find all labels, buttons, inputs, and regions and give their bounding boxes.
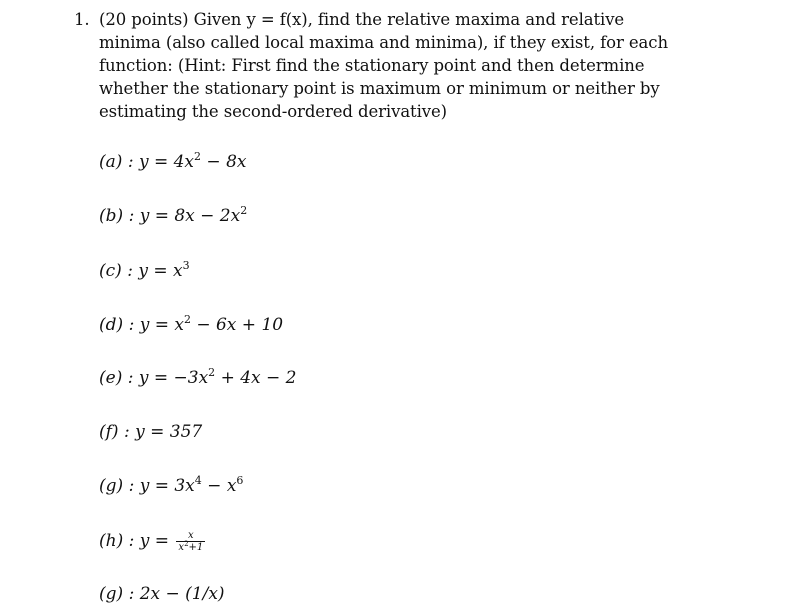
- problem-line-5: estimating the second-ordered derivative): [99, 102, 447, 121]
- item-d: (d) : $y = x^2 - 6x + 10$: [99, 313, 284, 335]
- problem-line-2: minima (also called local maxima and minima), if they exist, for each: [99, 33, 668, 52]
- item-g-second: (g) : 2x − (1/x): [99, 584, 225, 604]
- item-f: (f) : y = 357: [99, 422, 203, 442]
- item-e: (e) : $y = -3x^2 + 4x - 2$: [99, 366, 297, 388]
- fraction: $\frac{x}{x^2+1}$: [178, 530, 204, 553]
- item-g: (g) : $y = 3x^4 - x^6$: [99, 474, 244, 496]
- problem-line-3: function: (Hint: First find the stationary point and then determine: [99, 56, 645, 75]
- item-b: (b) : $y = 8x - 2x^2$: [99, 204, 248, 226]
- item-h: (h) : y = $\frac{x}{x^2+1}$: [99, 530, 204, 553]
- problem-line-4: whether the stationary point is maximum or minimum or neither by: [99, 79, 660, 98]
- item-a: (a) : $y = 4x^2 - 8x$: [99, 150, 247, 172]
- problem-line-1: 1. (20 points) Given y = f(x), find the relative maxima and relative: [74, 10, 625, 29]
- item-c: (c) : $y = x^3$: [99, 259, 190, 281]
- problem-statement: [74, 8, 674, 123]
- problem-number: 1.: [74, 10, 90, 29]
